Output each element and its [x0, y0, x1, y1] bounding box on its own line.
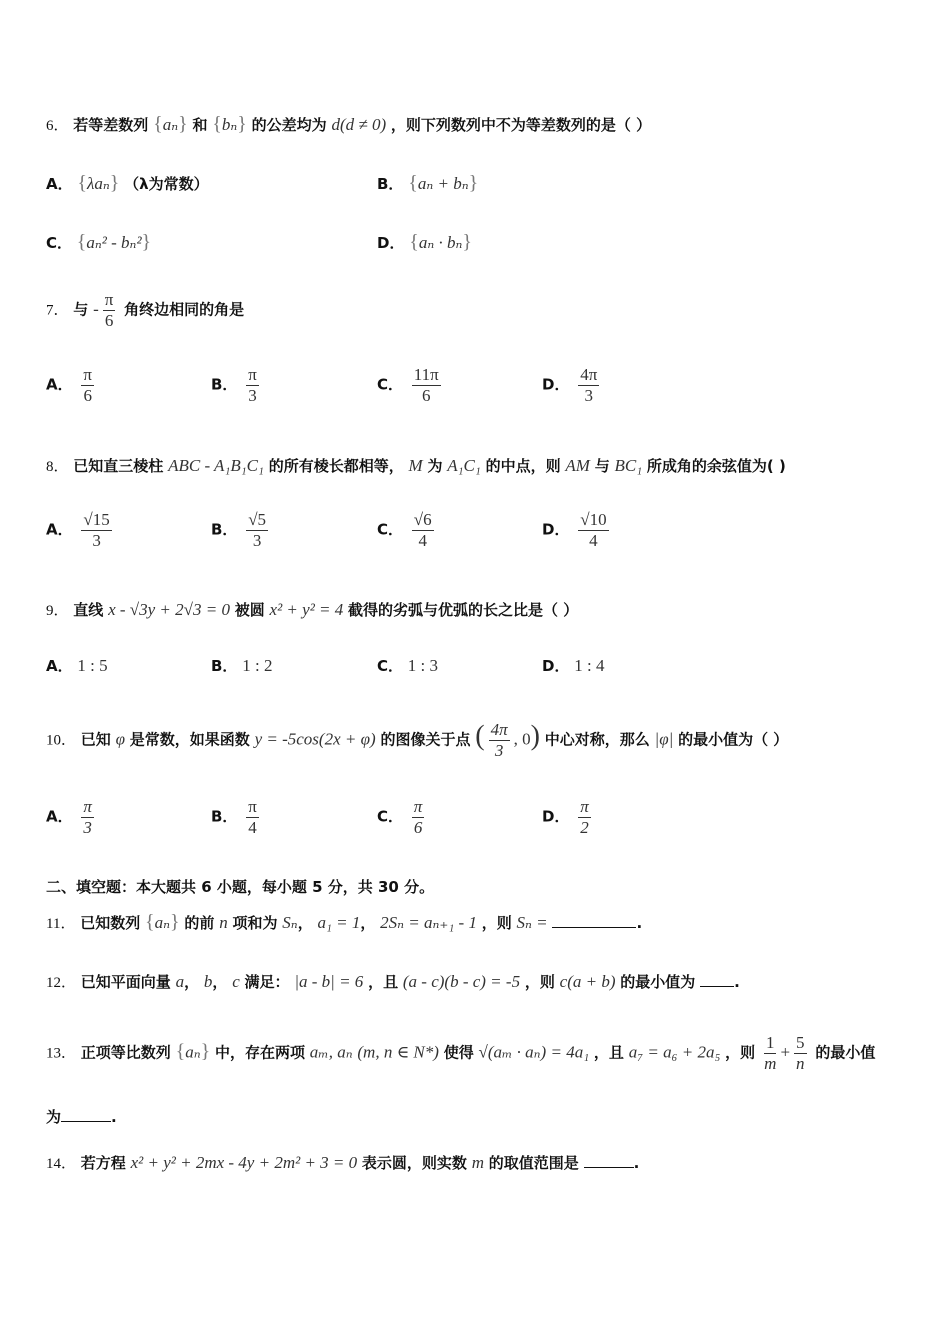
q7-option-b[interactable]: B． $\frac{\pi}{3}$: [211, 365, 257, 405]
q9-option-c[interactable]: C． 1 : 3: [377, 656, 439, 675]
function-expression: y = -5cos(2x + φ): [254, 729, 376, 749]
answer-blank[interactable]: [584, 1167, 634, 1168]
line-equation: x - √3y + 2√3 = 0: [108, 600, 230, 619]
question-6: 6． 若等差数列 {aₙ} 和 {bₙ} 的公差均为 d(d ≠ 0) ，则下列数列中不为等差数列的是（ ）: [46, 113, 652, 135]
q6-option-d[interactable]: D． {aₙ · bₙ}: [377, 231, 472, 253]
q10-option-b[interactable]: B． $\frac{\pi}{4}$: [211, 797, 257, 837]
question-14: 14． 若方程 x² + y² + 2mx - 4y + 2m² + 3 = 0 表示圆，则实数 m 的取值范围是 .: [46, 1153, 640, 1172]
q7-option-a[interactable]: A． $\frac{\pi}{6}$: [46, 365, 92, 405]
question-8: 8． 已知直三棱柱 ABC - A₁B₁C₁ 的所有棱长都相等， M 为 A₁C₁ 的中点，则 AM 与 BC₁ 所成角的余弦值为( ): [46, 456, 786, 475]
seq-b: bₙ: [221, 115, 238, 134]
answer-blank[interactable]: [700, 986, 734, 987]
q6-option-a[interactable]: A． {λaₙ} （λ为常数）: [46, 172, 209, 194]
q10-option-a[interactable]: A． $\frac{\pi}{3}$: [46, 797, 92, 837]
seq-a: aₙ: [162, 115, 179, 134]
question-11: 11． 已知数列 {aₙ} 的前 n 项和为 Sₙ， a₁ = 1， 2Sₙ = aₙ₊₁ - 1 ，则 Sₙ = .: [46, 911, 643, 933]
q8-option-a[interactable]: A． $\frac{√15}{3}$: [46, 510, 110, 550]
section-2-title: 二、填空题：本大题共 6 小题，每小题 5 分，共 30 分。: [46, 878, 435, 896]
question-10: 10． 已知 φ 是常数，如果函数 y = -5cos(2x + φ) 的图像关于点 ( $\frac{4\pi}{3}$ , 0) 中心对称，那么 |φ| 的最小值为（ ）: [46, 720, 789, 760]
answer-blank[interactable]: [61, 1121, 111, 1122]
q9-option-a[interactable]: A． 1 : 5: [46, 656, 108, 675]
question-13-continued: 为 .: [46, 1108, 117, 1126]
question-13: 13． 正项等比数列 {aₙ} 中，存在两项 aₘ, aₙ (m, n ∈ N*) 使得 √(aₘ · aₙ) = 4a₁ ，且 a₇ = a₆ + 2a₅ ，则 $\frac{1}{m}$ + $\frac{5}{n}$ 的最小值: [46, 1033, 876, 1073]
circle-equation: x² + y² + 2mx - 4y + 2m² + 3 = 0: [130, 1153, 358, 1172]
q7-option-c[interactable]: C． $\frac{11\pi}{6}$: [377, 365, 439, 405]
q9-option-d[interactable]: D． 1 : 4: [542, 656, 605, 675]
q8-option-c[interactable]: C． $\frac{√6}{4}$: [377, 510, 432, 550]
q6-option-b[interactable]: B． {aₙ + bₙ}: [377, 172, 479, 194]
q10-option-d[interactable]: D． $\frac{\pi}{2}$: [542, 797, 589, 837]
q8-option-d[interactable]: D． $\frac{√10}{4}$: [542, 510, 607, 550]
circle-equation: x² + y² = 4: [269, 600, 344, 619]
question-12: 12． 已知平面向量 a， b， c 满足： |a - b| = 6 ，且 (a - c)(b - c) = -5 ，则 c(a + b) 的最小值为 .: [46, 972, 740, 991]
q10-option-c[interactable]: C． $\frac{\pi}{6}$: [377, 797, 423, 837]
angle-fraction: $\frac{\pi}{6}$: [104, 290, 114, 330]
q6-option-c[interactable]: C． {aₙ² - bₙ²}: [46, 231, 152, 253]
q6-number: 6．: [46, 118, 69, 134]
q9-option-b[interactable]: B． 1 : 2: [211, 656, 273, 675]
common-difference: d(d ≠ 0): [331, 115, 387, 134]
q7-option-d[interactable]: D． $\frac{4\pi}{3}$: [542, 365, 598, 405]
question-9: 9． 直线 x - √3y + 2√3 = 0 被圆 x² + y² = 4 截得的劣弧与优弧的长之比是（ ）: [46, 600, 579, 619]
q8-option-b[interactable]: B． $\frac{√5}{3}$: [211, 510, 267, 550]
question-7: 7． 与 - $\frac{\pi}{6}$ 角终边相同的角是: [46, 290, 245, 330]
answer-blank[interactable]: [552, 927, 636, 928]
